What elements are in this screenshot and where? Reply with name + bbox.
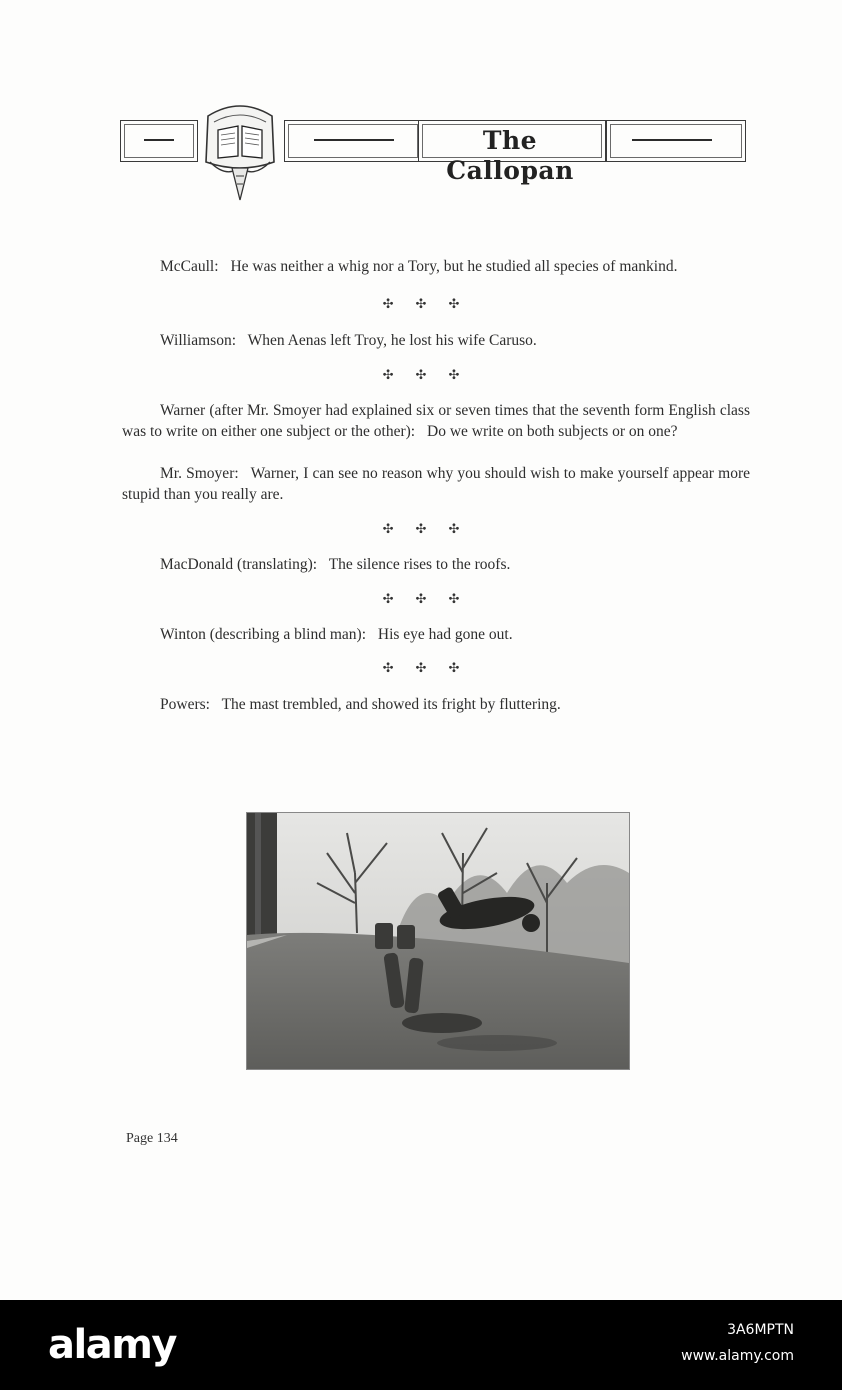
banner-box-middle	[284, 120, 422, 162]
separator-crosses: ✣✣✣	[382, 296, 482, 311]
quote-text: Warner, I can see no reason why you should wish to make yourself appear more stupid than you really are.	[122, 465, 750, 503]
entry-mccaull	[122, 256, 750, 277]
quote-text: He was neither a whig nor a Tory, but he studied all species of mankind.	[230, 258, 678, 275]
entry-powers	[122, 694, 750, 715]
speaker-name: Powers:	[160, 696, 210, 713]
entry-warner	[122, 400, 750, 442]
speaker-name: Mr. Smoyer:	[160, 465, 239, 482]
speaker-name: Winton (describing a blind man):	[160, 626, 366, 643]
speaker-name: Williamson:	[160, 332, 237, 349]
speaker-name: MacDonald (translating):	[160, 556, 318, 573]
image-id: 3A6MPTN	[727, 1322, 794, 1338]
separator-crosses: ✣✣✣	[382, 521, 482, 536]
photograph	[246, 812, 630, 1070]
separator-crosses: ✣✣✣	[382, 660, 482, 675]
banner-rule	[314, 139, 394, 141]
brand-logo: alamy	[48, 1322, 176, 1368]
speaker-name: Warner (after Mr. Smoyer had explained six or seven times that the seventh form English class was to write on either one subject or the other):	[122, 402, 750, 440]
quote-text: When Aenas left Troy, he lost his wife Caruso.	[247, 332, 537, 349]
watermark-bar	[0, 1300, 842, 1390]
book-crest-icon	[202, 100, 278, 204]
separator-crosses: ✣✣✣	[382, 367, 482, 382]
quote-text: The silence rises to the roofs.	[328, 556, 511, 573]
quote-text: His eye had gone out.	[377, 626, 513, 643]
quote-text: The mast trembled, and showed its fright by fluttering.	[221, 696, 561, 713]
header-banner	[120, 118, 746, 185]
entry-smoyer	[122, 463, 750, 505]
speaker-name: McCaull:	[160, 258, 219, 275]
page-number: Page 134	[126, 1131, 178, 1146]
banner-box-left	[120, 120, 198, 162]
banner-rule	[632, 139, 712, 141]
image-url: www.alamy.com	[681, 1348, 794, 1364]
separator-crosses: ✣✣✣	[382, 591, 482, 606]
entry-williamson	[122, 330, 750, 351]
quote-text: Do we write on both subjects or on one?	[427, 423, 678, 440]
page-title: The Callopan	[446, 126, 574, 185]
entry-macdonald	[122, 554, 750, 575]
banner-rule	[144, 139, 174, 141]
banner-box-right	[606, 120, 746, 162]
entry-winton	[122, 624, 750, 645]
